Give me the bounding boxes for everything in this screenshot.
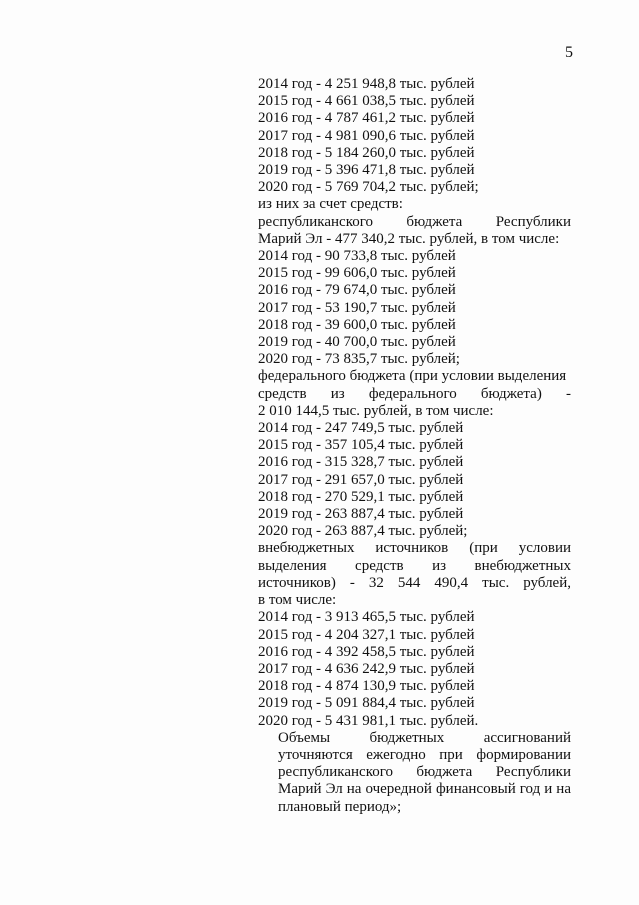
year-line: 2018 год - 39 600,0 тыс. рублей [258,316,456,333]
funding-text-column [258,76,571,816]
year-line: 2016 год - 315 328,7 тыс. рублей [258,454,464,471]
year-line: 2016 год - 79 674,0 тыс. рублей [258,282,456,299]
total-funding-by-year [258,76,571,196]
year-line: 2017 год - 53 190,7 тыс. рублей [258,299,456,316]
year-line: 2015 год - 99 606,0 тыс. рублей [258,265,456,282]
year-line: 2015 год - 357 105,4 тыс. рублей [258,437,464,454]
year-line: 2016 год - 4 787 461,2 тыс. рублей [258,110,475,127]
heading-line: в том числе: [258,592,337,609]
closing-paragraph: Объемы бюджетных ассигнований уточняются ежегодно при формировании республиканского бюджета Республики Марий Эл на очередной финансовый год и на плановый период»; [278,729,571,815]
heading-line: федерального бюджета (при условии выделения [258,368,567,385]
year-line: 2014 год - 90 733,8 тыс. рублей [258,248,456,265]
heading-line: республиканского бюджета Республики [258,213,571,230]
year-line: 2017 год - 4 981 090,6 тыс. рублей [258,127,475,144]
year-line: 2014 год - 4 251 948,8 тыс. рублей [258,76,475,92]
year-line: 2020 год - 263 887,4 тыс. рублей; [258,523,468,540]
year-line: 2014 год - 3 913 465,5 тыс. рублей [258,609,475,626]
heading-line: средств из федерального бюджета) - [258,385,571,402]
extrabudgetary-by-year [258,609,571,729]
year-line: 2015 год - 4 661 038,5 тыс. рублей [258,93,475,110]
year-line: 2019 год - 40 700,0 тыс. рублей [258,334,456,351]
republic-budget-heading [258,214,571,248]
heading-line: 2 010 144,5 тыс. рублей, в том числе: [258,402,494,419]
year-line: 2017 год - 291 657,0 тыс. рублей [258,471,464,488]
year-line: 2017 год - 4 636 242,9 тыс. рублей [258,660,475,677]
page-number: 5 [565,44,573,61]
federal-budget-by-year [258,420,571,540]
federal-budget-heading [258,368,571,420]
year-line: 2014 год - 247 749,5 тыс. рублей [258,420,464,437]
year-line: 2019 год - 5 396 471,8 тыс. рублей [258,162,475,179]
year-line: 2018 год - 4 874 130,9 тыс. рублей [258,678,475,695]
year-line: 2016 год - 4 392 458,5 тыс. рублей [258,643,475,660]
year-line: 2015 год - 4 204 327,1 тыс. рублей [258,626,475,643]
of-which-line: из них за счет средств: [258,196,403,213]
heading-line: Марий Эл - 477 340,2 тыс. рублей, в том числе: [258,230,560,247]
year-line: 2020 год - 5 769 704,2 тыс. рублей; [258,179,479,196]
extrabudgetary-heading [258,540,571,609]
republic-budget-by-year [258,248,571,368]
heading-line: выделения средств из внебюджетных [258,557,571,574]
year-line: 2020 год - 5 431 981,1 тыс. рублей. [258,712,479,729]
heading-line: источников) - 32 544 490,4 тыс. рублей, [258,574,571,591]
year-line: 2020 год - 73 835,7 тыс. рублей; [258,351,460,368]
year-line: 2019 год - 263 887,4 тыс. рублей [258,506,464,523]
year-line: 2018 год - 270 529,1 тыс. рублей [258,488,464,505]
heading-line: внебюджетных источников (при условии [258,540,571,557]
year-line: 2019 год - 5 091 884,4 тыс. рублей [258,695,475,712]
year-line: 2018 год - 5 184 260,0 тыс. рублей [258,144,475,161]
